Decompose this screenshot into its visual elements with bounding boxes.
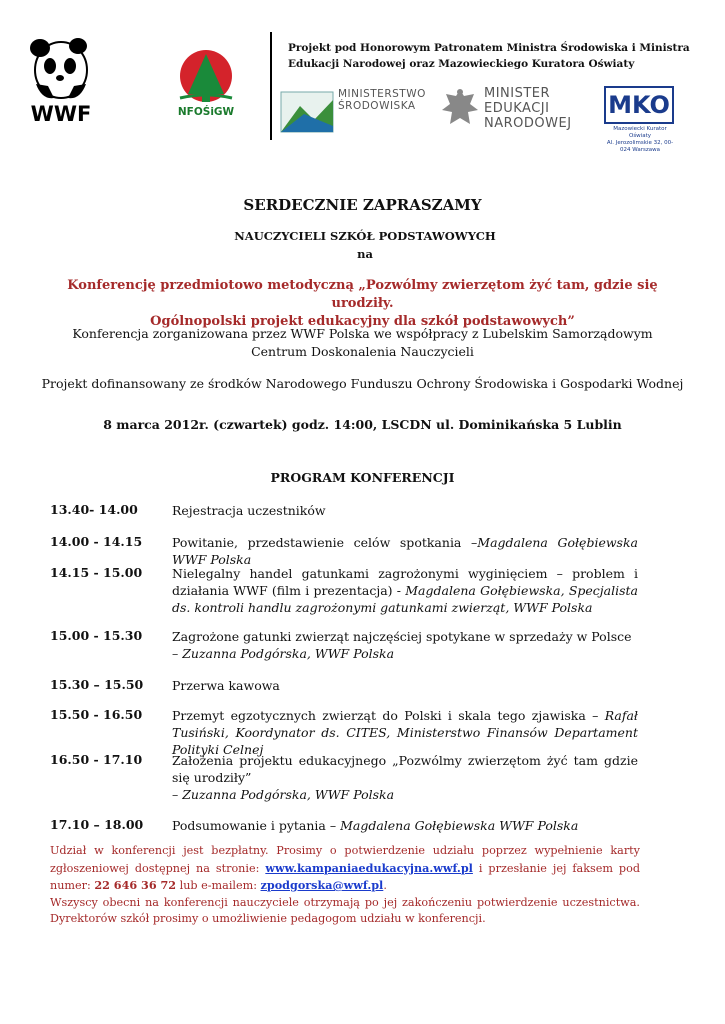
program-time: 15.00 - 15.30 xyxy=(50,628,143,643)
email-link[interactable]: zpodgorska@wwf.pl xyxy=(260,878,384,892)
mko-caption-line-2: Al. Jerozolimskie 32, 00-024 Warszawa xyxy=(606,140,674,153)
program-topic: Rejestracja uczestników xyxy=(172,503,326,518)
website-link[interactable]: www.kampaniaedukacyjna.wwf.pl xyxy=(265,860,473,875)
registration-note xyxy=(50,843,640,928)
program-speaker: Magdalena Gołębiewska, Specjalista ds. kontroli handlu zagrożonymi gatunkami zwierząt, WWF Polska xyxy=(172,583,638,615)
conference-title-line-1: Konferencję przedmiotowo metodyczną „Pozwólmy zwierzętom żyć tam, gdzie się urodziły. xyxy=(67,278,658,311)
mko-caption-line-1: Mazowiecki Kurator Oświaty xyxy=(613,126,667,139)
men-line-2: EDUKACJI xyxy=(484,101,550,116)
certificate-note: Wszyscy obecni na konferencji nauczyciele otrzymają po jej zakończeniu potwierdzenie uczestnictwa. Dyrektorów szkół prosimy o umożliwienie pedagogom udziału w konferencji. xyxy=(50,895,640,925)
program-topic: Nielegalny handel gatunkami zagrożonymi wyginięciem – problem i działania WWF (film i prezentacja) - xyxy=(172,566,638,598)
mko-logo xyxy=(602,86,678,153)
program-speaker: Rafał Tusiński, Koordynator ds. CITES, Ministerstwo Finansów Departament Polityki Celnej xyxy=(172,708,638,757)
program-description xyxy=(172,502,638,519)
funding-text: Projekt dofinansowany ze środków Narodowego Funduszu Ochrony Środowiska i Gospodarki Wodnej xyxy=(41,376,684,391)
mko-wordmark: MKO xyxy=(604,86,674,124)
program-topic: Zagrożone gatunki zwierząt najczęściej spotykane w sprzedaży w Polsce xyxy=(172,629,632,644)
ms-line-1: MINISTERSTWO xyxy=(338,88,426,100)
organizer-line-2: Centrum Doskonalenia Nauczycieli xyxy=(251,344,474,359)
organizer-text xyxy=(60,325,665,361)
conference-title-line-2: Ogólnopolski projekt edukacyjny dla szkół podstawowych” xyxy=(150,314,575,329)
program-heading: PROGRAM KONFERENCJI xyxy=(270,470,455,485)
program-time: 17.10 – 18.00 xyxy=(50,817,144,832)
footer-text-2: i przesłanie jej faksem pod numer: xyxy=(50,861,640,892)
hills-icon xyxy=(280,86,334,134)
conference-title xyxy=(40,277,685,331)
program-time: 14.15 - 15.00 xyxy=(50,565,143,580)
wwf-wordmark: WWF xyxy=(30,102,92,126)
patronage-text: Projekt pod Honorowym Patronatem Ministra Środowiska i Ministra Edukacji Narodowej oraz Mazowieckiego Kuratora Oświaty xyxy=(288,42,690,70)
program-time: 14.00 - 14.15 xyxy=(50,534,143,549)
footer-text-1: Udział w konferencji jest bezpłatny. Prosimy o potwierdzenie udziału poprzez wypełnienie karty zgłoszeniowej dostępnej na stronie: xyxy=(50,844,640,875)
program-topic: Założenia projektu edukacyjnego „Pozwólmy zwierzętom żyć tam gdzie się urodziły” xyxy=(172,753,638,785)
program-time: 15.50 - 16.50 xyxy=(50,707,143,722)
program-speaker: Magdalena Gołębiewska WWF Polska xyxy=(340,818,579,833)
men-line-1: MINISTER xyxy=(484,86,551,101)
organizer-line-1: Konferencja zorganizowana przez WWF Polska we współpracy z Lubelskim Samorządowym xyxy=(72,326,653,341)
event-date: 8 marca 2012r. (czwartek) godz. 14:00, LSCDN ul. Dominikańska 5 Lublin xyxy=(103,417,622,432)
program-description xyxy=(172,534,638,568)
program-topic: Przemyt egzotycznych zwierząt do Polski i skala tego zjawiska – xyxy=(172,708,605,723)
fax-number: 22 646 36 72 xyxy=(94,878,177,892)
ministry-environment-logo xyxy=(280,86,425,134)
na-heading: na xyxy=(357,247,373,261)
footer-text-3: lub e-mailem: xyxy=(176,879,261,892)
program-topic: Podsumowanie i pytania – xyxy=(172,818,341,833)
program-time: 15.30 – 15.50 xyxy=(50,677,144,692)
nfosigw-wordmark: NFOŚiGW xyxy=(177,106,235,118)
program-description xyxy=(172,752,638,803)
men-line-3: NARODOWEJ xyxy=(484,116,572,131)
program-topic: Przerwa kawowa xyxy=(172,678,280,693)
program-description xyxy=(172,707,638,758)
program-speaker: – Zuzanna Podgórska, WWF Polska xyxy=(172,787,395,802)
nfosigw-logo xyxy=(166,48,246,130)
mko-caption xyxy=(602,126,678,154)
program-description xyxy=(172,817,638,834)
invitation-heading: SERDECZNIE ZAPRASZAMY xyxy=(243,196,482,214)
header-divider xyxy=(270,32,272,140)
ministry-education-logo xyxy=(440,86,585,136)
program-speaker: – Zuzanna Podgórska, WWF Polska xyxy=(172,646,395,661)
eagle-emblem-icon xyxy=(440,86,480,134)
program-description xyxy=(172,628,638,662)
ms-line-2: ŚRODOWISKA xyxy=(338,100,416,112)
tree-emblem-icon xyxy=(166,48,246,106)
program-description xyxy=(172,677,638,694)
audience-heading: NAUCZYCIELI SZKÓŁ PODSTAWOWYCH xyxy=(234,229,496,243)
program-description xyxy=(172,565,638,616)
program-time: 16.50 - 17.10 xyxy=(50,752,143,767)
footer-text-4: . xyxy=(383,879,387,892)
program-topic: Powitanie, przedstawienie celów spotkania – xyxy=(172,535,478,550)
ministry-education-name xyxy=(484,86,572,131)
ministry-environment-name xyxy=(338,88,426,112)
panda-icon xyxy=(28,36,94,102)
program-time: 13.40- 14.00 xyxy=(50,502,138,517)
wwf-logo xyxy=(28,36,94,126)
program-speaker: Magdalena Gołębiewska WWF Polska xyxy=(172,535,638,567)
